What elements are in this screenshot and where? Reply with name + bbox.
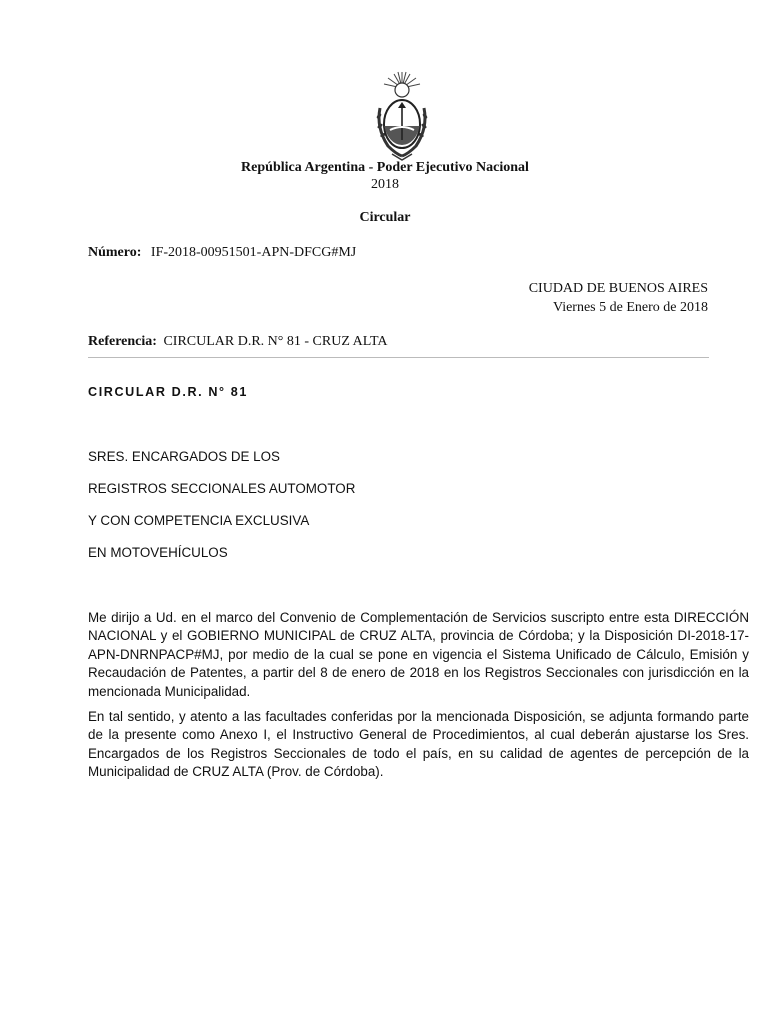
body-paragraph-2: En tal sentido, y atento a las facultades conferidas por la mencionada Disposición, se adjunta formando parte de la presente como Anexo I, el Instructivo General de Procedimientos, al cual deberán ajustarse los Sres. Encargados de los Registros Seccionales de todo el país, en su calidad de agentes de percepción de la Municipalidad de CRUZ ALTA (Prov. de Córdoba).: [88, 709, 749, 780]
addressee-line: REGISTROS SECCIONALES AUTOMOTOR: [88, 481, 356, 496]
document-city: CIUDAD DE BUENOS AIRES: [528, 281, 708, 296]
coat-of-arms-icon: [370, 68, 434, 164]
document-reference-label: Referencia:: [88, 334, 157, 349]
circular-title: CIRCULAR D.R. N° 81: [88, 385, 248, 399]
document-type: Circular: [359, 210, 411, 225]
document-reference-value: CIRCULAR D.R. N° 81 - CRUZ ALTA: [163, 334, 388, 349]
document-date: Viernes 5 de Enero de 2018: [552, 300, 708, 315]
body-paragraph-1: Me dirijo a Ud. en el marco del Convenio de Complementación de Servicios suscripto entre esta DIRECCIÓN NACIONAL y el GOBIERNO MUNICIPAL de CRUZ ALTA, provincia de Córdoba; y la Disposición DI-2018-17-APN-DNRNPACP#MJ, por medio de la cual se pone en vigencia el Sistema Unificado de Cálculo, Emisión y Recaudación de Patentes, a partir del 8 de enero de 2018 en los Registros Seccionales con jurisdicción en la mencionada Municipalidad.: [88, 610, 749, 699]
addressee-line: EN MOTOVEHÍCULOS: [88, 545, 228, 560]
document-number-value: IF-2018-00951501-APN-DFCG#MJ: [150, 245, 357, 260]
document-number-row: [88, 245, 356, 261]
document-year: 2018: [371, 177, 399, 192]
addressee-line: SRES. ENCARGADOS DE LOS: [88, 449, 280, 464]
header-divider: [88, 357, 709, 358]
addressee-line: Y CON COMPETENCIA EXCLUSIVA: [88, 513, 310, 528]
document-reference-row: [88, 334, 388, 350]
document-header-title: República Argentina - Poder Ejecutivo Nacional: [241, 160, 529, 175]
document-number-label: Número:: [88, 245, 142, 260]
